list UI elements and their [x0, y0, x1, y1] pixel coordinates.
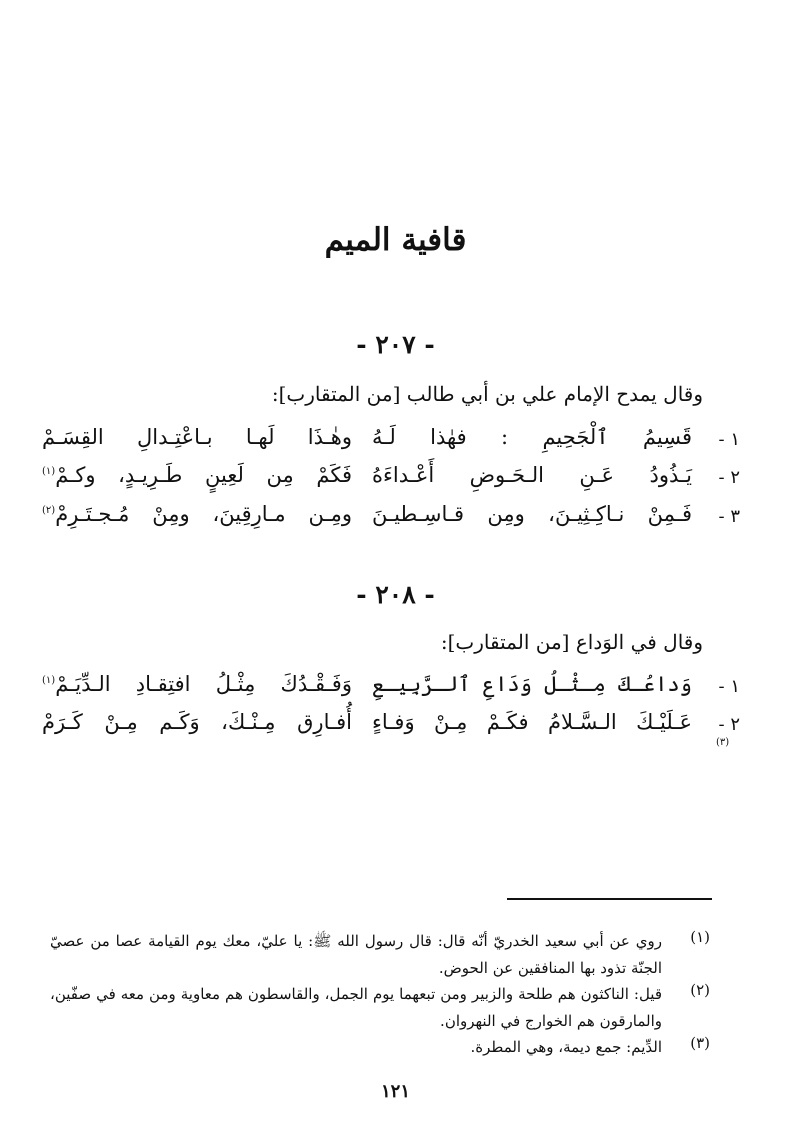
page-number: ١٢١ — [380, 1081, 410, 1102]
verse-line — [40, 425, 740, 459]
footnote-reference: (١) — [42, 675, 56, 686]
verse-first-hemistich: فَـمِنْ نـاكِـثِيـنَ، ومِن قـاسِـطيـنَ — [372, 502, 692, 526]
footnote-reference: (١) — [42, 466, 56, 477]
verse-first-hemistich: يَـذُودُ عَـنِ الـحَـوضِ أَعْـداءَهُ — [372, 463, 692, 487]
footnote-reference: (٢) — [42, 505, 56, 516]
chapter-title: قافية الميم — [324, 222, 467, 258]
verse-second-hemistich — [42, 502, 352, 526]
footnote-number: (١) — [690, 928, 710, 946]
verse-second-hemistich — [42, 463, 352, 487]
footnote-reference: (٣) — [716, 737, 730, 748]
footnote-text: روي عن أبي سعيد الخدريّ أنّه قال: قال رسول الله ﷺ: يا عليّ، معك يوم القيامة عصا من عصيّ الجنّة تذود بها المنافقين عن الحوض. — [50, 932, 662, 977]
verse-line — [40, 463, 740, 497]
footnote-text: الدِّيم: جمع ديمة، وهي المطرة. — [470, 1038, 662, 1056]
verse-line — [40, 710, 740, 744]
verse-number: ١ - — [718, 429, 740, 450]
verse-line — [40, 672, 740, 706]
verse-first-hemistich: وَداعُـكَ مِـثْـلُ وَدَاعِ ٱلـرَّبِيـعِ — [372, 672, 692, 696]
poem-number: - ٢٠٨ - — [356, 580, 435, 609]
verse-number: ٢ - — [718, 467, 740, 488]
verse-first-hemistich: قَسِيمُ ٱلْجَحِيمِ : فهٰذا لَـهُ — [372, 425, 692, 449]
verse-number: ٣ - — [718, 506, 740, 527]
verse-second-hemistich: وهٰـذَا لَهـا بـاعْتِـدالِ القِسَـمْ — [42, 425, 352, 449]
verse-number: ١ - — [718, 676, 740, 697]
poem-intro: وقال في الوَداع [من المتقارب]: — [440, 630, 703, 654]
footnote-divider — [507, 898, 712, 900]
footnote-number: (٢) — [690, 981, 710, 999]
footnote-text: قيل: الناكثون هم طلحة والزبير ومن تبعهما يوم الجمل، والقاسطون هم معاوية ومن معه في صفّين، والمارقون هم الخوارج في النهروان. — [50, 985, 662, 1030]
verse-line — [40, 502, 740, 536]
verse-text: فَكَمْ مِن لَعِينٍ طَـرِيـدٍ، وكـمْ — [55, 463, 352, 487]
verse-text: ومِـن مـارِقِينَ، ومِنْ مُـجـتَـرِمْ — [55, 502, 352, 526]
verse-number: ٢ - — [718, 714, 740, 735]
footnote-number: (٣) — [690, 1034, 710, 1052]
verse-second-hemistich: أُفـارِق مِـنْـكَ، وَكَـم مِـنْ كَـرَمْ — [42, 710, 352, 734]
verse-second-hemistich — [42, 672, 352, 696]
verse-first-hemistich: عَـلَيْـكَ الـسَّـلامُ فكَـمْ مِـنْ وَفـاءٍ — [372, 710, 692, 734]
verse-text: وَفَـقْـدُكَ مِثْـلُ افتِقـادِ الـدِّيَـمْ — [55, 672, 352, 696]
poem-intro: وقال يمدح الإمام علي بن أبي طالب [من المتقارب]: — [271, 382, 703, 406]
poem-number: - ٢٠٧ - — [356, 330, 435, 359]
